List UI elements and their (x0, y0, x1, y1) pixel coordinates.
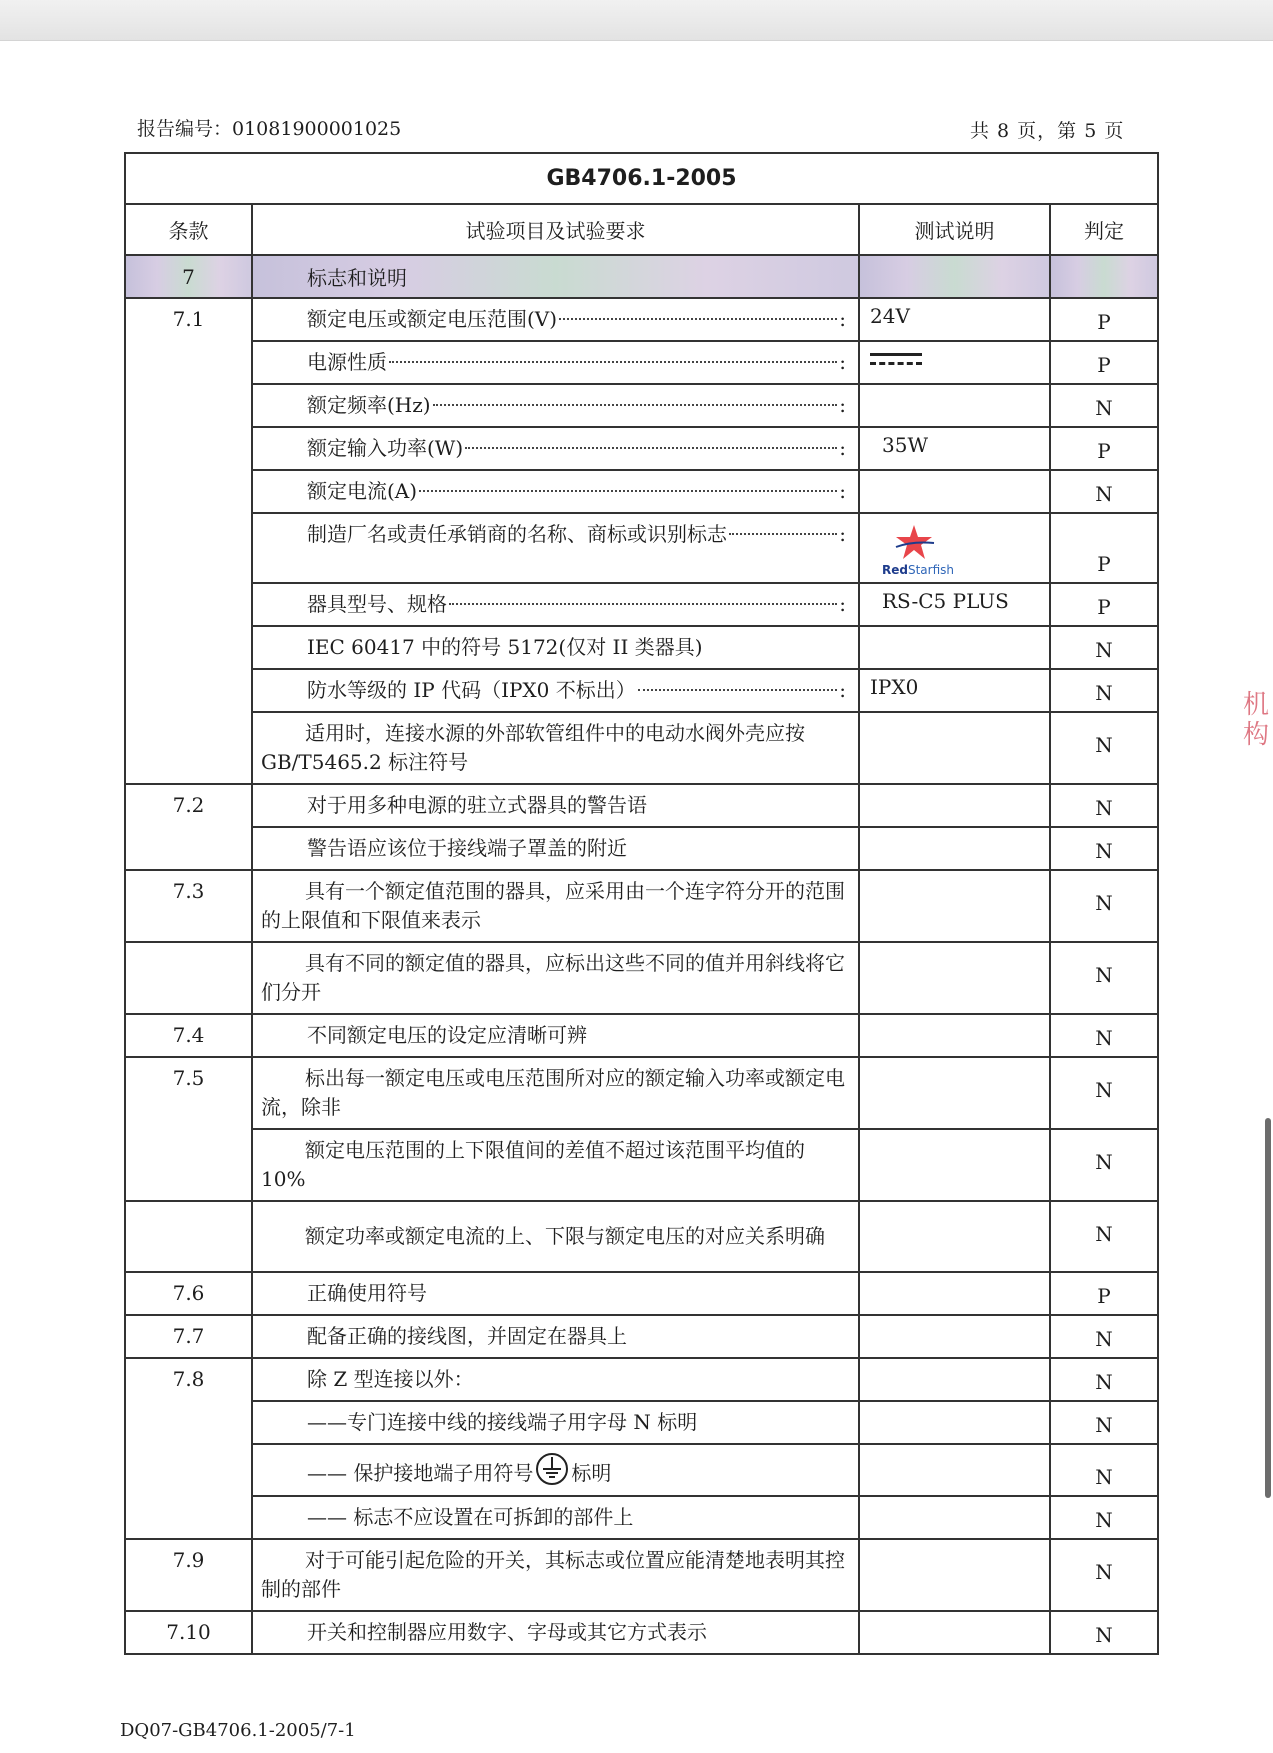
logo-text-red: Red (882, 563, 908, 577)
verdict: P (1050, 1272, 1158, 1315)
report-number: 报告编号：01081900001025 (137, 118, 402, 140)
item-text: 额定电压或额定电压范围(V) (307, 307, 558, 331)
item-text: 对于用多种电源的驻立式器具的警告语 (252, 784, 859, 827)
table-row (125, 1444, 1158, 1496)
table-row (125, 1272, 1158, 1315)
protective-earth-icon (535, 1452, 569, 1486)
item-text: —— 保护接地端子用符号 (307, 1461, 534, 1485)
item-text: —— 标志不应设置在可拆卸的部件上 (252, 1496, 859, 1539)
verdict: P (1050, 513, 1158, 583)
header-clause: 条款 (125, 204, 252, 255)
clause-number: 7.3 (125, 870, 252, 942)
document-code: DQ07-GB4706.1-2005/7-1 (120, 1720, 356, 1741)
item-text: 除 Z 型连接以外： (252, 1358, 859, 1401)
table-row (125, 1611, 1158, 1654)
table-row (125, 1315, 1158, 1358)
verdict: N (1050, 1496, 1158, 1539)
verdict: N (1050, 784, 1158, 827)
clause-number: 7.8 (125, 1358, 252, 1539)
table-row (125, 1014, 1158, 1057)
test-desc: 24V (859, 298, 1050, 341)
clause-number: 7.4 (125, 1014, 252, 1057)
item-text: 具有一个额定值范围的器具，应采用由一个连字符分开的范围的上限值和下限值来表示 (252, 870, 859, 942)
verdict: N (1050, 827, 1158, 870)
item-text: 制造厂名或责任承销商的名称、商标或识别标志 (307, 522, 727, 546)
verdict: P (1050, 298, 1158, 341)
clause-number: 7.5 (125, 1057, 252, 1201)
verdict: N (1050, 384, 1158, 427)
test-desc (859, 712, 1050, 784)
clause-number: 7.2 (125, 784, 252, 870)
table-row (125, 1496, 1158, 1539)
verdict: P (1050, 341, 1158, 384)
section-title: 标志和说明 (252, 255, 859, 298)
item-text: 额定电压范围的上下限值间的差值不超过该范围平均值的10% (252, 1129, 859, 1201)
verdict: P (1050, 583, 1158, 626)
clause-number: 7.6 (125, 1272, 252, 1315)
red-stamp-seal: 机构 (1243, 690, 1270, 750)
verdict: N (1050, 626, 1158, 669)
table-row (125, 942, 1158, 1014)
item-text: ——专门连接中线的接线端子用字母 N 标明 (252, 1401, 859, 1444)
dc-symbol-icon (859, 341, 1050, 384)
item-text: 额定电流(A) (307, 479, 418, 503)
test-desc: IPX0 (859, 669, 1050, 712)
table-row: 器具型号、规格 : RS-C5 PLUS P (125, 583, 1158, 626)
header-item: 试验项目及试验要求 (252, 204, 859, 255)
table-row (125, 1401, 1158, 1444)
table-row: 额定电流(A) : N (125, 470, 1158, 513)
verdict: N (1050, 1358, 1158, 1401)
verdict: N (1050, 1444, 1158, 1496)
item-text: 标出每一额定电压或电压范围所对应的额定输入功率或额定电流，除非 (252, 1057, 859, 1129)
item-text: 额定频率(Hz) (307, 393, 431, 417)
table-row (125, 1539, 1158, 1611)
item-text: 不同额定电压的设定应清晰可辨 (252, 1014, 859, 1057)
table-row (125, 1057, 1158, 1129)
verdict: N (1050, 1201, 1158, 1272)
test-desc (859, 626, 1050, 669)
table-row: 7.1 额定电压或额定电压范围(V) : 24V P (125, 298, 1158, 341)
clause-number: 7.7 (125, 1315, 252, 1358)
table-row (125, 712, 1158, 784)
item-text: 标明 (571, 1461, 612, 1485)
item-text: 警告语应该位于接线端子罩盖的附近 (252, 827, 859, 870)
test-desc: 35W (859, 427, 1050, 470)
item-text: 配备正确的接线图，并固定在器具上 (252, 1315, 859, 1358)
table-row (125, 870, 1158, 942)
table-header (125, 204, 1158, 255)
section-row (125, 255, 1158, 298)
verdict: N (1050, 669, 1158, 712)
table-row (125, 1129, 1158, 1201)
verdict: N (1050, 942, 1158, 1014)
logo-text-starfish: Starfish (907, 563, 954, 577)
table-row: 额定频率(Hz) : N (125, 384, 1158, 427)
item-text: 具有不同的额定值的器具，应标出这些不同的值并用斜线将它们分开 (252, 942, 859, 1014)
table-row (125, 784, 1158, 827)
brand-logo (859, 513, 1050, 583)
item-text: 开关和控制器应用数字、字母或其它方式表示 (252, 1611, 859, 1654)
test-desc (859, 470, 1050, 513)
table-row (125, 626, 1158, 669)
starfish-logo-icon (882, 523, 946, 563)
header-desc: 测试说明 (859, 204, 1050, 255)
verdict: N (1050, 712, 1158, 784)
clause-number: 7.1 (125, 298, 252, 784)
browser-top-bar (0, 0, 1273, 41)
item-text: 正确使用符号 (252, 1272, 859, 1315)
item-text: 电源性质 (307, 350, 387, 374)
test-desc (859, 384, 1050, 427)
verdict: N (1050, 1315, 1158, 1358)
standard-title: GB4706.1-2005 (125, 153, 1158, 204)
verdict: N (1050, 1057, 1158, 1129)
clause-number: 7.10 (125, 1611, 252, 1654)
test-report-table (124, 152, 1159, 1655)
verdict: N (1050, 1401, 1158, 1444)
page-counter: 共 8 页，第 5 页 (970, 120, 1125, 142)
verdict: N (1050, 1014, 1158, 1057)
table-row: 防水等级的 IP 代码（IPX0 不标出） : IPX0 N (125, 669, 1158, 712)
table-row: 电源性质 : P (125, 341, 1158, 384)
scrollbar-thumb[interactable] (1265, 1118, 1271, 1498)
table-row: 制造厂名或责任承销商的名称、商标或识别标志 : RedStarfish P (125, 513, 1158, 583)
item-text: 器具型号、规格 (307, 592, 447, 616)
verdict: N (1050, 1539, 1158, 1611)
test-desc: RS-C5 PLUS (859, 583, 1050, 626)
verdict: N (1050, 470, 1158, 513)
item-text: 额定输入功率(W) (307, 436, 464, 460)
table-row (125, 1358, 1158, 1401)
item-text: 适用时，连接水源的外部软管组件中的电动水阀外壳应按GB/T5465.2 标注符号 (252, 712, 859, 784)
table-row: 额定输入功率(W) : 35W P (125, 427, 1158, 470)
verdict: P (1050, 427, 1158, 470)
item-text: 额定功率或额定电流的上、下限与额定电压的对应关系明确 (252, 1201, 859, 1272)
item-text: 防水等级的 IP 代码（IPX0 不标出） (307, 678, 636, 702)
table-row (125, 1201, 1158, 1272)
item-text: IEC 60417 中的符号 5172(仅对 II 类器具) (252, 626, 859, 669)
verdict: N (1050, 1129, 1158, 1201)
table-row (125, 827, 1158, 870)
clause-number: 7.9 (125, 1539, 252, 1611)
verdict: N (1050, 870, 1158, 942)
verdict: N (1050, 1611, 1158, 1654)
section-number: 7 (125, 255, 252, 298)
item-text: 对于可能引起危险的开关，其标志或位置应能清楚地表明其控制的部件 (252, 1539, 859, 1611)
header-verdict: 判定 (1050, 204, 1158, 255)
